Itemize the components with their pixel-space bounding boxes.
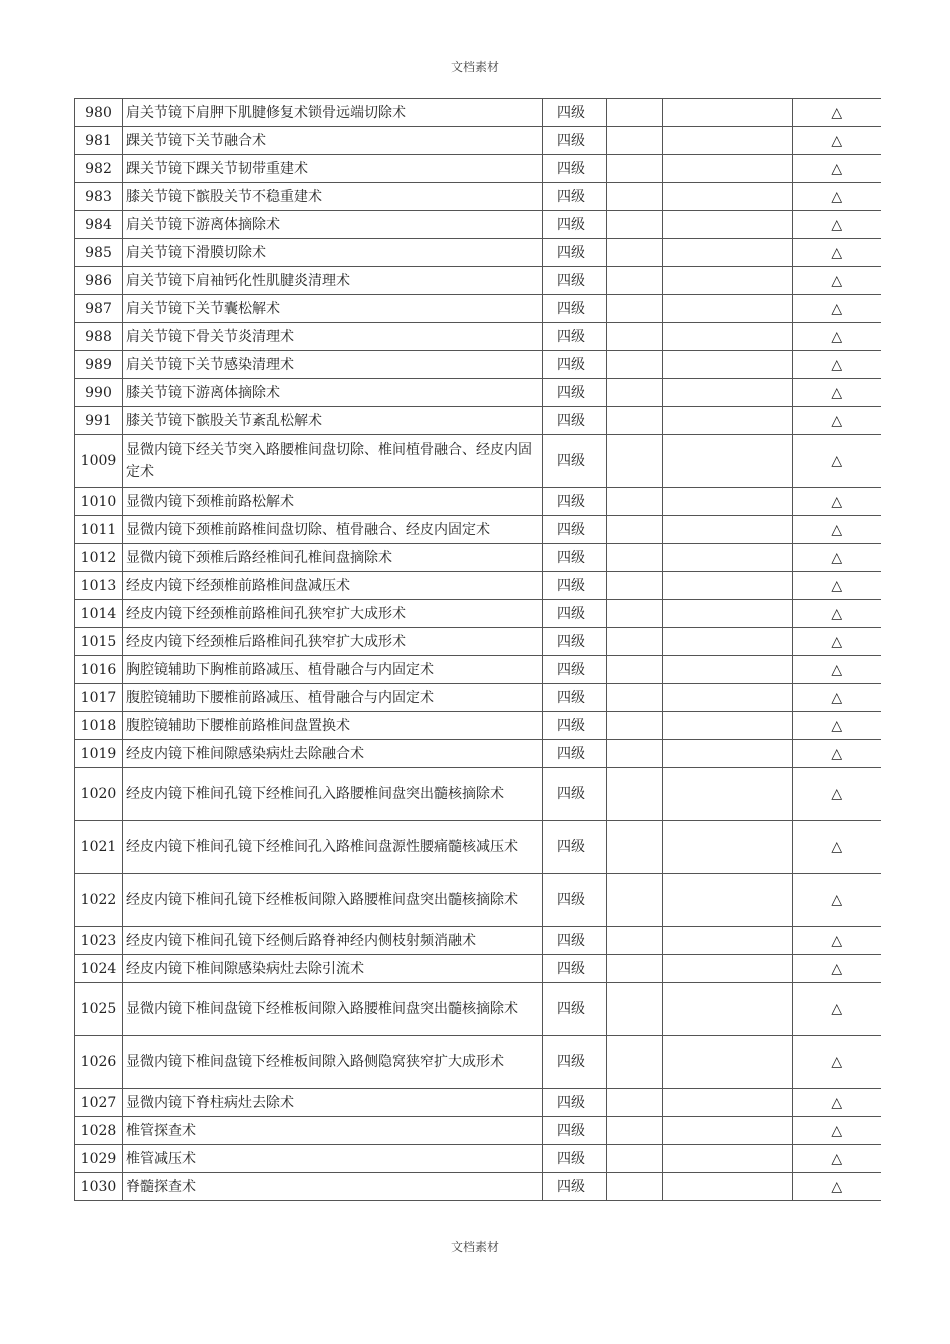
table-row (75, 211, 881, 239)
procedure-name: 膝关节镜下髌股关节不稳重建术 (123, 183, 543, 211)
row-number: 1023 (75, 927, 123, 955)
empty-cell (663, 99, 793, 127)
table-row (75, 379, 881, 407)
empty-cell (607, 267, 663, 295)
procedure-name: 经皮内镜下椎间隙感染病灶去除引流术 (123, 955, 543, 983)
procedure-name: 肩关节镜下游离体摘除术 (123, 211, 543, 239)
empty-cell (663, 407, 793, 435)
triangle-mark: △ (793, 99, 881, 127)
surgery-level: 四级 (543, 379, 607, 407)
procedure-name: 肩关节镜下肩袖钙化性肌腱炎清理术 (123, 267, 543, 295)
empty-cell (607, 239, 663, 267)
surgery-level: 四级 (543, 572, 607, 600)
row-number: 1017 (75, 684, 123, 712)
row-number: 985 (75, 239, 123, 267)
empty-cell (663, 712, 793, 740)
triangle-mark: △ (793, 1173, 881, 1201)
procedure-name: 肩关节镜下关节囊松解术 (123, 295, 543, 323)
empty-cell (607, 155, 663, 183)
empty-cell (607, 600, 663, 628)
triangle-mark: △ (793, 740, 881, 768)
empty-cell (663, 351, 793, 379)
surgery-level: 四级 (543, 488, 607, 516)
surgery-level: 四级 (543, 684, 607, 712)
triangle-mark: △ (793, 379, 881, 407)
table-row (75, 127, 881, 155)
triangle-mark: △ (793, 1145, 881, 1173)
empty-cell (663, 127, 793, 155)
procedure-name: 腹腔镜辅助下腰椎前路减压、植骨融合与内固定术 (123, 684, 543, 712)
row-number: 1011 (75, 516, 123, 544)
triangle-mark: △ (793, 874, 881, 927)
procedure-name: 经皮内镜下椎间孔镜下经椎间孔入路腰椎间盘突出髓核摘除术 (123, 768, 543, 821)
empty-cell (663, 544, 793, 572)
surgery-level: 四级 (543, 516, 607, 544)
procedure-name: 显微内镜下颈椎前路松解术 (123, 488, 543, 516)
procedure-name: 肩关节镜下骨关节炎清理术 (123, 323, 543, 351)
triangle-mark: △ (793, 407, 881, 435)
table-row (75, 267, 881, 295)
empty-cell (663, 927, 793, 955)
row-number: 984 (75, 211, 123, 239)
row-number: 1016 (75, 656, 123, 684)
empty-cell (663, 572, 793, 600)
table-row (75, 488, 881, 516)
empty-cell (663, 379, 793, 407)
row-number: 981 (75, 127, 123, 155)
table-row (75, 740, 881, 768)
row-number: 1018 (75, 712, 123, 740)
table-row (75, 821, 881, 874)
procedure-name: 椎管探查术 (123, 1117, 543, 1145)
empty-cell (607, 955, 663, 983)
empty-cell (663, 600, 793, 628)
triangle-mark: △ (793, 351, 881, 379)
row-number: 987 (75, 295, 123, 323)
empty-cell (607, 874, 663, 927)
triangle-mark: △ (793, 488, 881, 516)
empty-cell (663, 1173, 793, 1201)
table-row (75, 544, 881, 572)
table-row (75, 600, 881, 628)
surgery-level: 四级 (543, 927, 607, 955)
empty-cell (607, 211, 663, 239)
surgery-level: 四级 (543, 1117, 607, 1145)
procedure-name: 踝关节镜下踝关节韧带重建术 (123, 155, 543, 183)
surgery-level: 四级 (543, 821, 607, 874)
empty-cell (607, 628, 663, 656)
empty-cell (607, 544, 663, 572)
empty-cell (663, 656, 793, 684)
empty-cell (607, 1089, 663, 1117)
surgery-level: 四级 (543, 183, 607, 211)
triangle-mark: △ (793, 712, 881, 740)
triangle-mark: △ (793, 983, 881, 1036)
empty-cell (663, 155, 793, 183)
procedure-name: 肩关节镜下肩胛下肌腱修复术锁骨远端切除术 (123, 99, 543, 127)
empty-cell (607, 1036, 663, 1089)
procedure-table (74, 98, 881, 1201)
table-row (75, 874, 881, 927)
row-number: 1026 (75, 1036, 123, 1089)
row-number: 1022 (75, 874, 123, 927)
empty-cell (663, 435, 793, 488)
procedure-name: 经皮内镜下椎间孔镜下经侧后路脊神经内侧枝射频消融术 (123, 927, 543, 955)
triangle-mark: △ (793, 323, 881, 351)
procedure-name: 显微内镜下颈椎后路经椎间孔椎间盘摘除术 (123, 544, 543, 572)
empty-cell (607, 435, 663, 488)
table-row (75, 656, 881, 684)
row-number: 1013 (75, 572, 123, 600)
row-number: 1028 (75, 1117, 123, 1145)
empty-cell (607, 768, 663, 821)
procedure-name: 膝关节镜下游离体摘除术 (123, 379, 543, 407)
procedure-name: 经皮内镜下椎间隙感染病灶去除融合术 (123, 740, 543, 768)
table-row (75, 712, 881, 740)
surgery-level: 四级 (543, 1145, 607, 1173)
surgery-level: 四级 (543, 768, 607, 821)
row-number: 1014 (75, 600, 123, 628)
triangle-mark: △ (793, 127, 881, 155)
row-number: 1030 (75, 1173, 123, 1201)
surgery-level: 四级 (543, 1173, 607, 1201)
triangle-mark: △ (793, 628, 881, 656)
surgery-level: 四级 (543, 127, 607, 155)
table-row (75, 628, 881, 656)
empty-cell (607, 712, 663, 740)
table-row (75, 955, 881, 983)
triangle-mark: △ (793, 435, 881, 488)
row-number: 1009 (75, 435, 123, 488)
empty-cell (663, 768, 793, 821)
surgery-level: 四级 (543, 351, 607, 379)
empty-cell (663, 516, 793, 544)
surgery-level: 四级 (543, 544, 607, 572)
empty-cell (663, 211, 793, 239)
table-row (75, 435, 881, 488)
triangle-mark: △ (793, 955, 881, 983)
surgery-level: 四级 (543, 740, 607, 768)
triangle-mark: △ (793, 544, 881, 572)
row-number: 988 (75, 323, 123, 351)
surgery-level: 四级 (543, 712, 607, 740)
procedure-name: 显微内镜下椎间盘镜下经椎板间隙入路腰椎间盘突出髓核摘除术 (123, 983, 543, 1036)
table-row (75, 351, 881, 379)
empty-cell (607, 656, 663, 684)
surgery-level: 四级 (543, 656, 607, 684)
procedure-name: 经皮内镜下经颈椎前路椎间孔狭窄扩大成形术 (123, 600, 543, 628)
empty-cell (607, 572, 663, 600)
empty-cell (663, 323, 793, 351)
triangle-mark: △ (793, 684, 881, 712)
row-number: 982 (75, 155, 123, 183)
empty-cell (607, 1145, 663, 1173)
row-number: 1019 (75, 740, 123, 768)
row-number: 990 (75, 379, 123, 407)
empty-cell (663, 1089, 793, 1117)
surgery-level: 四级 (543, 628, 607, 656)
empty-cell (663, 239, 793, 267)
triangle-mark: △ (793, 656, 881, 684)
table-row (75, 155, 881, 183)
row-number: 1010 (75, 488, 123, 516)
procedure-name: 踝关节镜下关节融合术 (123, 127, 543, 155)
empty-cell (663, 628, 793, 656)
empty-cell (663, 267, 793, 295)
empty-cell (607, 927, 663, 955)
row-number: 991 (75, 407, 123, 435)
empty-cell (607, 740, 663, 768)
empty-cell (663, 295, 793, 323)
table-row (75, 983, 881, 1036)
table-row (75, 572, 881, 600)
empty-cell (607, 1117, 663, 1145)
empty-cell (663, 684, 793, 712)
surgery-level: 四级 (543, 1089, 607, 1117)
table-row (75, 768, 881, 821)
table-row (75, 183, 881, 211)
surgery-level: 四级 (543, 99, 607, 127)
triangle-mark: △ (793, 211, 881, 239)
empty-cell (607, 295, 663, 323)
row-number: 1015 (75, 628, 123, 656)
procedure-name: 经皮内镜下椎间孔镜下经椎板间隙入路腰椎间盘突出髓核摘除术 (123, 874, 543, 927)
procedure-name: 胸腔镜辅助下胸椎前路减压、植骨融合与内固定术 (123, 656, 543, 684)
empty-cell (663, 488, 793, 516)
empty-cell (607, 488, 663, 516)
triangle-mark: △ (793, 927, 881, 955)
empty-cell (607, 127, 663, 155)
triangle-mark: △ (793, 239, 881, 267)
row-number: 1027 (75, 1089, 123, 1117)
empty-cell (607, 99, 663, 127)
procedure-name: 显微内镜下颈椎前路椎间盘切除、植骨融合、经皮内固定术 (123, 516, 543, 544)
triangle-mark: △ (793, 600, 881, 628)
surgery-level: 四级 (543, 239, 607, 267)
page-header: 文档素材 (450, 60, 499, 74)
surgery-level: 四级 (543, 435, 607, 488)
surgery-level: 四级 (543, 155, 607, 183)
procedure-name: 显微内镜下椎间盘镜下经椎板间隙入路侧隐窝狭窄扩大成形术 (123, 1036, 543, 1089)
empty-cell (663, 821, 793, 874)
empty-cell (663, 1117, 793, 1145)
surgery-level: 四级 (543, 267, 607, 295)
empty-cell (607, 183, 663, 211)
empty-cell (663, 874, 793, 927)
triangle-mark: △ (793, 768, 881, 821)
surgery-level: 四级 (543, 874, 607, 927)
table-row (75, 99, 881, 127)
triangle-mark: △ (793, 267, 881, 295)
table-row (75, 239, 881, 267)
surgery-level: 四级 (543, 295, 607, 323)
procedure-name: 经皮内镜下椎间孔镜下经椎间孔入路椎间盘源性腰痛髓核减压术 (123, 821, 543, 874)
surgery-level: 四级 (543, 955, 607, 983)
empty-cell (607, 351, 663, 379)
triangle-mark: △ (793, 1036, 881, 1089)
surgery-level: 四级 (543, 1036, 607, 1089)
procedure-name: 椎管减压术 (123, 1145, 543, 1173)
procedure-name: 膝关节镜下髌股关节紊乱松解术 (123, 407, 543, 435)
empty-cell (663, 1145, 793, 1173)
empty-cell (663, 183, 793, 211)
table-row (75, 1089, 881, 1117)
table-row (75, 1117, 881, 1145)
empty-cell (663, 955, 793, 983)
surgery-level: 四级 (543, 983, 607, 1036)
surgery-level: 四级 (543, 211, 607, 239)
procedure-name: 肩关节镜下滑膜切除术 (123, 239, 543, 267)
table-row (75, 323, 881, 351)
triangle-mark: △ (793, 1089, 881, 1117)
empty-cell (607, 684, 663, 712)
row-number: 986 (75, 267, 123, 295)
empty-cell (607, 821, 663, 874)
table-row (75, 927, 881, 955)
procedure-name: 腹腔镜辅助下腰椎前路椎间盘置换术 (123, 712, 543, 740)
procedure-name: 肩关节镜下关节感染清理术 (123, 351, 543, 379)
table-row (75, 1145, 881, 1173)
procedure-name: 经皮内镜下经颈椎前路椎间盘减压术 (123, 572, 543, 600)
row-number: 1021 (75, 821, 123, 874)
empty-cell (607, 379, 663, 407)
row-number: 1024 (75, 955, 123, 983)
triangle-mark: △ (793, 295, 881, 323)
row-number: 989 (75, 351, 123, 379)
row-number: 1012 (75, 544, 123, 572)
triangle-mark: △ (793, 183, 881, 211)
table-row (75, 684, 881, 712)
empty-cell (663, 983, 793, 1036)
triangle-mark: △ (793, 516, 881, 544)
table-row (75, 295, 881, 323)
table-row (75, 407, 881, 435)
empty-cell (607, 323, 663, 351)
table-body (75, 99, 881, 1201)
procedure-name: 经皮内镜下经颈椎后路椎间孔狭窄扩大成形术 (123, 628, 543, 656)
empty-cell (607, 407, 663, 435)
triangle-mark: △ (793, 572, 881, 600)
empty-cell (607, 516, 663, 544)
row-number: 1029 (75, 1145, 123, 1173)
empty-cell (663, 1036, 793, 1089)
procedure-name: 脊髓探查术 (123, 1173, 543, 1201)
row-number: 983 (75, 183, 123, 211)
table-row (75, 1036, 881, 1089)
triangle-mark: △ (793, 1117, 881, 1145)
triangle-mark: △ (793, 155, 881, 183)
page-footer: 文档素材 (450, 1240, 499, 1254)
row-number: 980 (75, 99, 123, 127)
table-row (75, 516, 881, 544)
empty-cell (607, 1173, 663, 1201)
procedure-name: 显微内镜下经关节突入路腰椎间盘切除、椎间植骨融合、经皮内固定术 (123, 435, 543, 488)
table-row (75, 1173, 881, 1201)
empty-cell (663, 740, 793, 768)
surgery-level: 四级 (543, 407, 607, 435)
surgery-level: 四级 (543, 323, 607, 351)
row-number: 1025 (75, 983, 123, 1036)
triangle-mark: △ (793, 821, 881, 874)
row-number: 1020 (75, 768, 123, 821)
empty-cell (607, 983, 663, 1036)
surgery-level: 四级 (543, 600, 607, 628)
procedure-name: 显微内镜下脊柱病灶去除术 (123, 1089, 543, 1117)
